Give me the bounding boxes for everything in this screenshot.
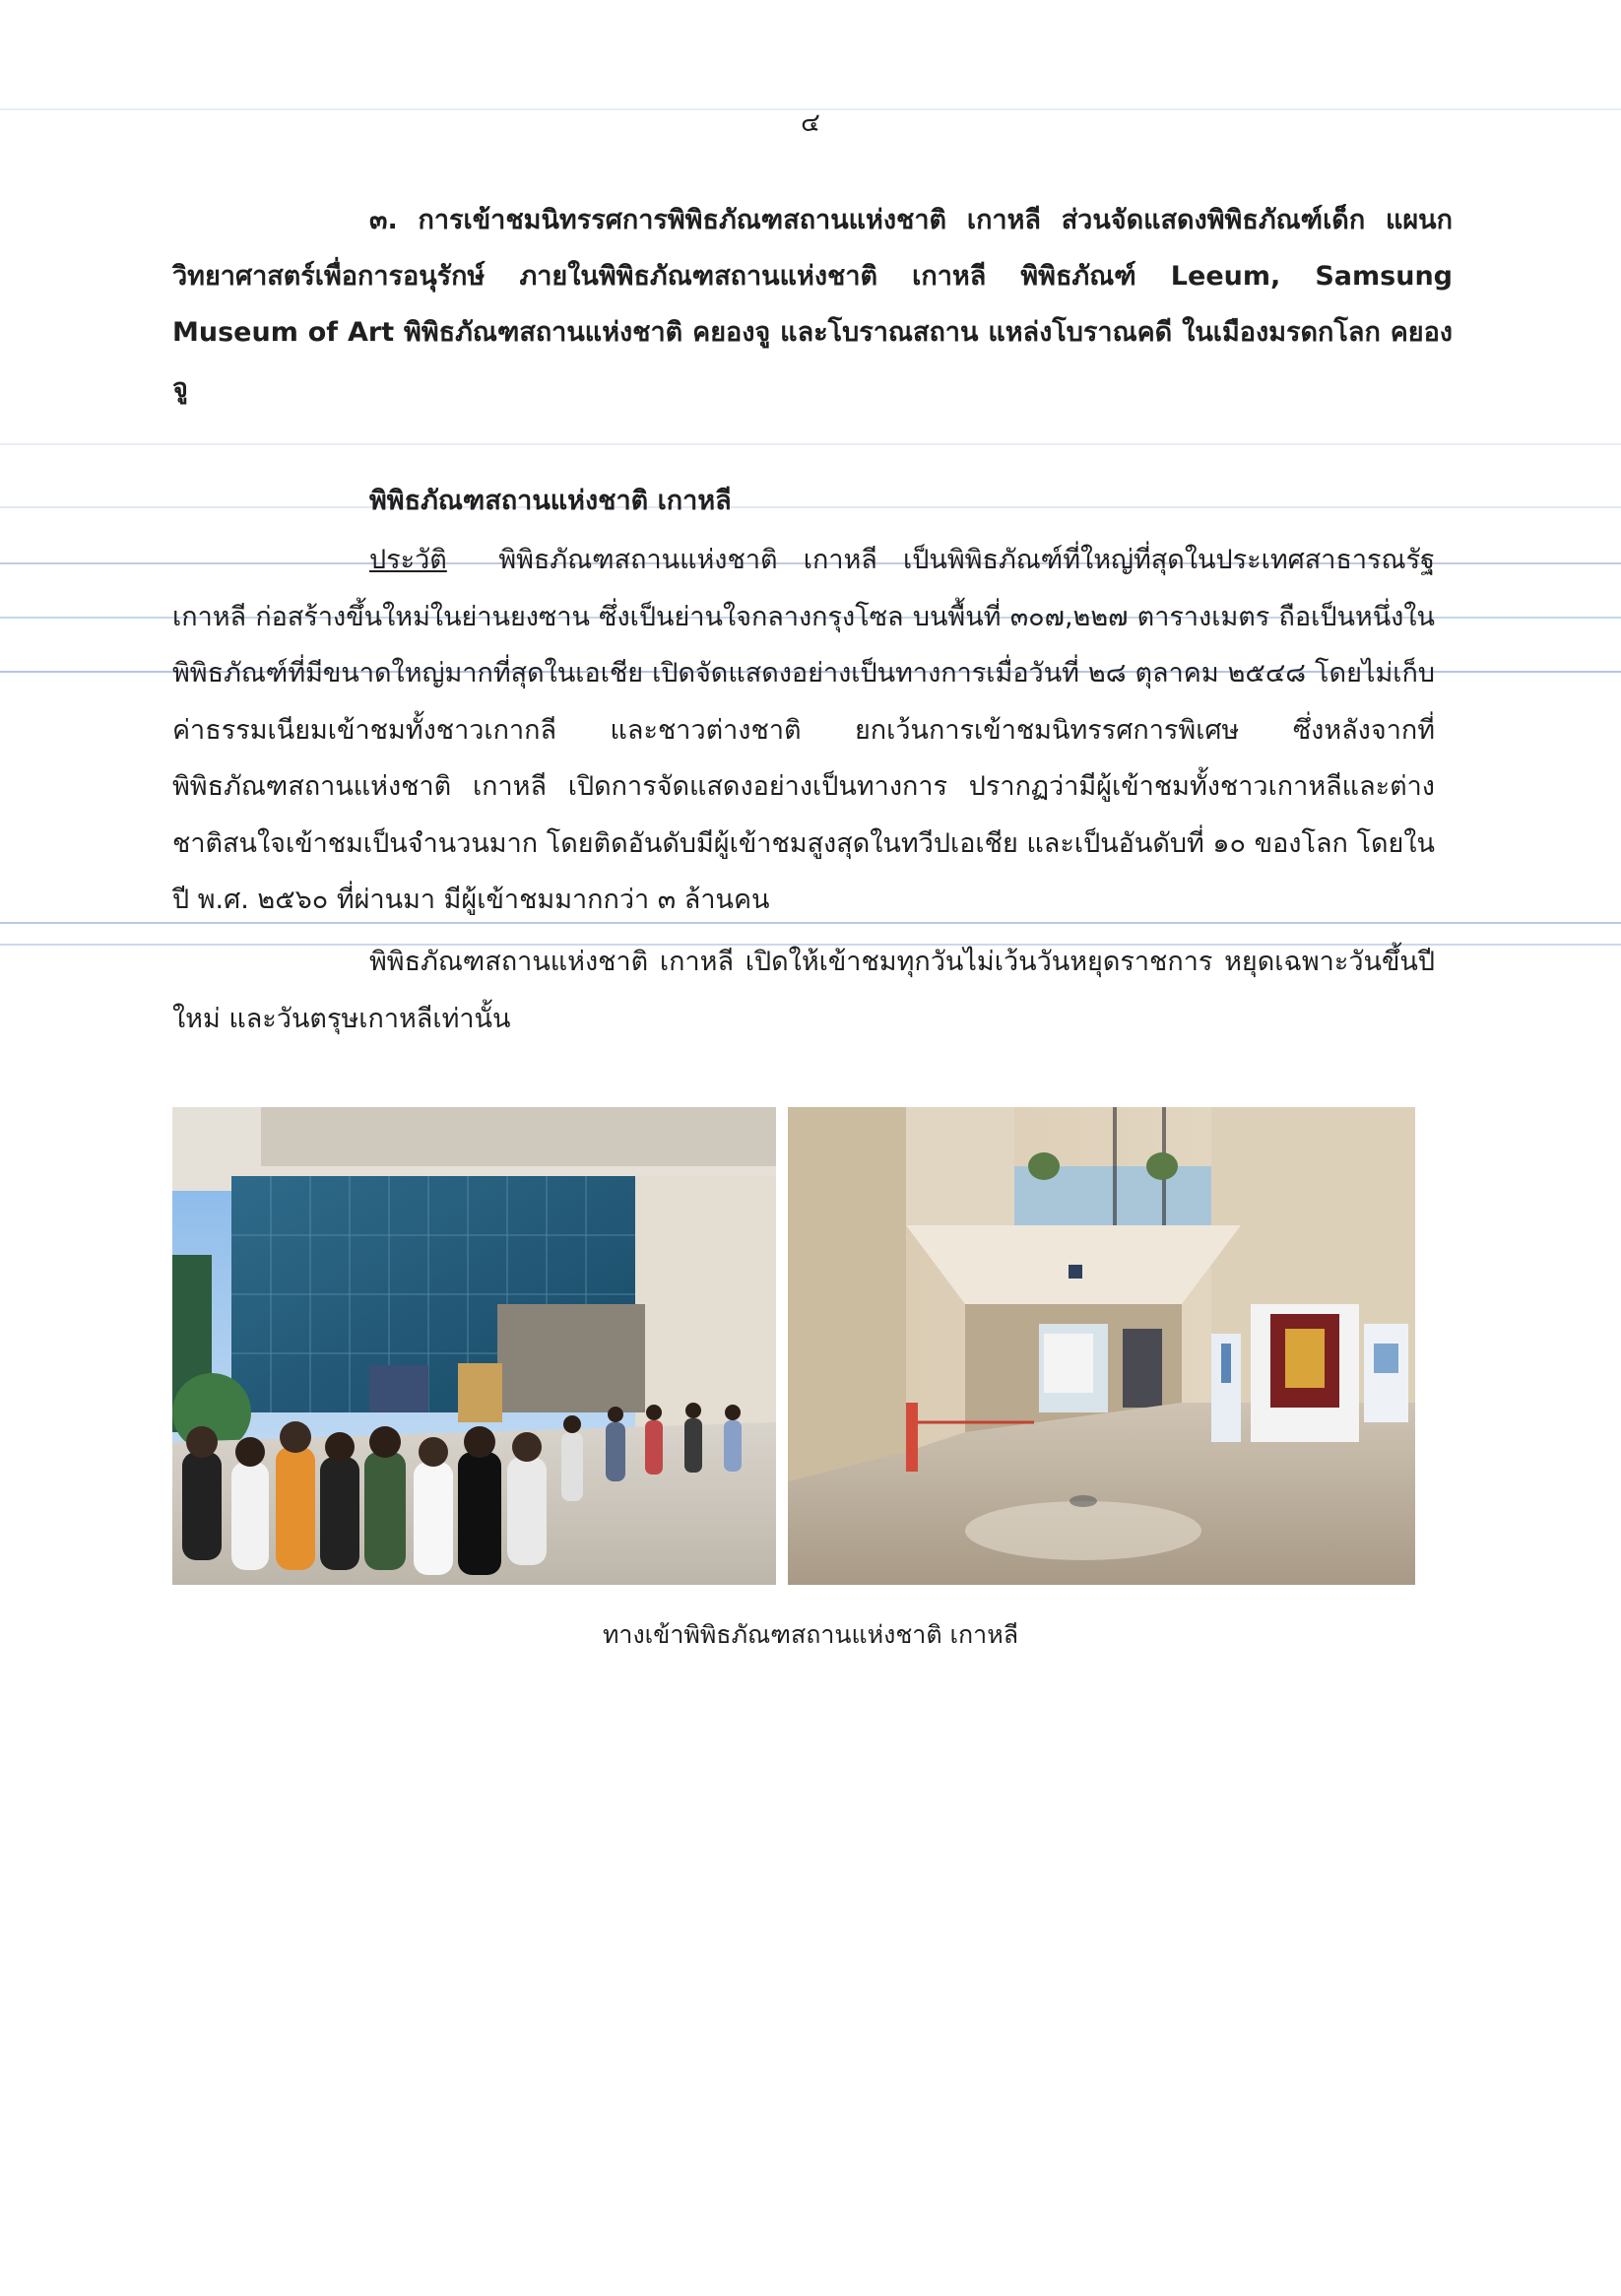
scan-line — [0, 506, 1621, 508]
section-heading-text: ๓. การเข้าชมนิทรรศการพิพิธภัณฑสถานแห่งชาติ เกาหลี ส่วนจัดแสดงพิพิธภัณฑ์เด็ก แผนกวิทยาศาสตร์เพื่อการอนุรักษ์ ภายในพิพิธภัณฑสถานแห่งชาติ เกาหลี พิพิธภัณฑ์ Leeum, Samsung Museum of Art พิพิธภัณฑสถานแห่งชาติ คยองจู และโบราณสถาน แหล่งโบราณคดี ในเมืองมรดกโลก คยองจู — [172, 205, 1453, 404]
opening-text: พิพิธภัณฑสถานแห่งชาติ เกาหลี เปิดให้เข้าชมทุกวันไม่เว้นวันหยุดราชการ หยุดเฉพาะวันขึ้นปีใหม่ และวันตรุษเกาหลีเท่านั้น — [172, 947, 1435, 1034]
history-paragraph — [172, 532, 1435, 929]
museum-exterior-photo — [172, 1107, 776, 1585]
opening-paragraph — [172, 934, 1435, 1047]
history-label: ประวัติ — [369, 545, 447, 575]
museum-subheading: พิพิธภัณฑสถานแห่งชาติ เกาหลี — [369, 486, 732, 516]
scan-line — [0, 443, 1621, 445]
photo-caption: ทางเข้าพิพิธภัณฑสถานแห่งชาติ เกาหลี — [602, 1620, 1019, 1649]
museum-interior-photo — [788, 1107, 1415, 1585]
section-heading — [172, 192, 1453, 417]
history-text: พิพิธภัณฑสถานแห่งชาติ เกาหลี เป็นพิพิธภัณฑ์ที่ใหญ่ที่สุดในประเทศสาธารณรัฐเกาหลี ก่อสร้างขึ้นใหม่ในย่านยงซาน ซึ่งเป็นย่านใจกลางกรุงโซล บนพื้นที่ ๓๐๗,๒๒๗ ตารางเมตร ถือเป็นหนึ่งในพิพิธภัณฑ์ที่มีขนาดใหญ่มากที่สุดในเอเชีย เปิดจัดแสดงอย่างเป็นทางการเมื่อวันที่ ๒๘ ตุลาคม ๒๕๔๘ โดยไม่เก็บค่าธรรมเนียมเข้าชมทั้งชาวเกากลี และชาวต่างชาติ ยกเว้นการเข้าชมนิทรรศการพิเศษ ซึ่งหลังจากที่พิพิธภัณฑสถานแห่งชาติ เกาหลี เปิดการจัดแสดงอย่างเป็นทางการ ปรากฏว่ามีผู้เข้าชมทั้งชาวเกาหลีและต่างชาติสนใจเข้าชมเป็นจำนวนมาก โดยติดอันดับมีผู้เข้าชมสูงสุดในทวีปเอเชีย และเป็นอันดับที่ ๑๐ ของโลก โดยในปี พ.ศ. ๒๕๖๐ ที่ผ่านมา มีผู้เข้าชมมากกว่า ๓ ล้านคน — [172, 545, 1435, 915]
page-number: ๔ — [801, 108, 820, 138]
